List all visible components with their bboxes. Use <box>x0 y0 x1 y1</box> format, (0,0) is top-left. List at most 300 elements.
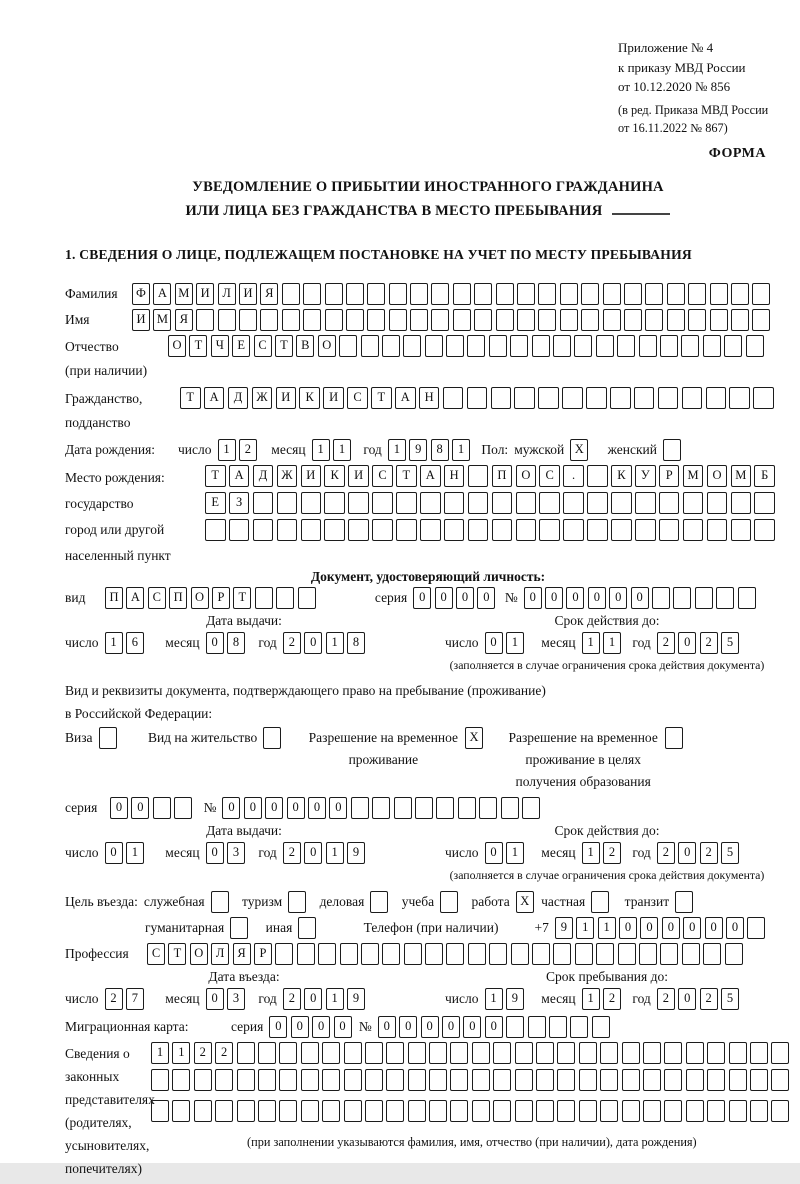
cell[interactable]: 6 <box>126 632 144 654</box>
cell[interactable] <box>592 1016 610 1038</box>
cell[interactable]: 0 <box>304 988 322 1010</box>
cell[interactable]: 2 <box>105 988 123 1010</box>
cell[interactable] <box>643 1100 661 1122</box>
cell[interactable] <box>446 335 464 357</box>
cell[interactable] <box>453 309 471 331</box>
cell[interactable] <box>579 1100 597 1122</box>
cell[interactable] <box>493 1069 511 1091</box>
cell[interactable] <box>587 465 608 487</box>
cell[interactable] <box>603 283 621 305</box>
cell[interactable]: 0 <box>105 842 123 864</box>
cell[interactable] <box>688 309 706 331</box>
cell[interactable] <box>440 891 458 913</box>
cell[interactable]: 1 <box>172 1042 190 1064</box>
cell[interactable]: 0 <box>334 1016 352 1038</box>
cell[interactable] <box>322 1069 340 1091</box>
cell[interactable] <box>710 283 728 305</box>
cell[interactable] <box>489 943 507 965</box>
cell[interactable] <box>151 1100 169 1122</box>
cell[interactable]: Т <box>168 943 186 965</box>
cell[interactable]: 2 <box>239 439 257 461</box>
cell[interactable] <box>706 387 727 409</box>
cell[interactable]: 0 <box>477 587 495 609</box>
cell[interactable] <box>279 1069 297 1091</box>
cell[interactable]: 9 <box>347 842 365 864</box>
cell[interactable] <box>450 1100 468 1122</box>
cell[interactable]: О <box>168 335 186 357</box>
cell[interactable] <box>351 797 369 819</box>
cell[interactable]: 2 <box>283 842 301 864</box>
cell[interactable] <box>731 309 749 331</box>
cell[interactable]: 1 <box>333 439 351 461</box>
cell[interactable] <box>686 1069 704 1091</box>
cell[interactable] <box>367 283 385 305</box>
cell[interactable] <box>365 1069 383 1091</box>
cell[interactable] <box>695 587 713 609</box>
cell[interactable] <box>683 519 704 541</box>
cell[interactable] <box>303 309 321 331</box>
cell[interactable]: 0 <box>308 797 326 819</box>
cell[interactable] <box>468 943 486 965</box>
cell[interactable] <box>557 1042 575 1064</box>
cell[interactable] <box>396 519 417 541</box>
cell[interactable]: 0 <box>678 842 696 864</box>
cell[interactable] <box>652 587 670 609</box>
cell[interactable]: 0 <box>206 988 224 1010</box>
cell[interactable]: X <box>465 727 483 749</box>
cell[interactable]: 9 <box>506 988 524 1010</box>
cell[interactable]: Ж <box>277 465 298 487</box>
cell[interactable] <box>506 1016 524 1038</box>
cell[interactable]: 2 <box>283 632 301 654</box>
cell[interactable] <box>365 1100 383 1122</box>
cell[interactable] <box>346 283 364 305</box>
cell[interactable] <box>340 943 358 965</box>
cell[interactable]: 2 <box>603 988 621 1010</box>
cell[interactable]: Л <box>211 943 229 965</box>
cell[interactable]: 2 <box>700 632 718 654</box>
cell[interactable]: А <box>204 387 225 409</box>
cell[interactable] <box>282 309 300 331</box>
cell[interactable]: Я <box>260 283 278 305</box>
cell[interactable]: З <box>229 492 250 514</box>
cell[interactable] <box>450 1042 468 1064</box>
cell[interactable]: 2 <box>657 988 675 1010</box>
cell[interactable] <box>754 519 775 541</box>
cell[interactable]: 0 <box>244 797 262 819</box>
cell[interactable]: 1 <box>126 842 144 864</box>
cell[interactable] <box>468 519 489 541</box>
cell[interactable] <box>325 309 343 331</box>
cell[interactable] <box>382 943 400 965</box>
cell[interactable] <box>663 439 681 461</box>
cell[interactable] <box>472 1042 490 1064</box>
cell[interactable] <box>729 1100 747 1122</box>
cell[interactable] <box>279 1042 297 1064</box>
cell[interactable]: П <box>492 465 513 487</box>
cell[interactable] <box>624 309 642 331</box>
cell[interactable] <box>429 1042 447 1064</box>
cell[interactable]: Т <box>396 465 417 487</box>
cell[interactable]: 0 <box>640 917 658 939</box>
cell[interactable]: 2 <box>657 632 675 654</box>
cell[interactable] <box>348 492 369 514</box>
cell[interactable] <box>557 1100 575 1122</box>
cell[interactable]: К <box>611 465 632 487</box>
cell[interactable] <box>688 283 706 305</box>
cell[interactable]: Р <box>659 465 680 487</box>
cell[interactable]: 1 <box>312 439 330 461</box>
cell[interactable] <box>516 519 537 541</box>
cell[interactable] <box>420 519 441 541</box>
cell[interactable] <box>493 1100 511 1122</box>
cell[interactable]: 1 <box>326 988 344 1010</box>
cell[interactable] <box>322 1100 340 1122</box>
cell[interactable] <box>263 727 281 749</box>
cell[interactable] <box>174 797 192 819</box>
cell[interactable]: 0 <box>287 797 305 819</box>
cell[interactable]: 9 <box>347 988 365 1010</box>
cell[interactable]: 0 <box>485 842 503 864</box>
cell[interactable] <box>539 519 560 541</box>
cell[interactable]: 0 <box>265 797 283 819</box>
cell[interactable] <box>444 519 465 541</box>
cell[interactable] <box>297 943 315 965</box>
cell[interactable] <box>618 943 636 965</box>
cell[interactable] <box>344 1069 362 1091</box>
cell[interactable]: 0 <box>456 587 474 609</box>
cell[interactable] <box>215 1069 233 1091</box>
cell[interactable] <box>771 1069 789 1091</box>
cell[interactable]: Е <box>232 335 250 357</box>
cell[interactable] <box>600 1100 618 1122</box>
cell[interactable] <box>301 1042 319 1064</box>
cell[interactable] <box>538 283 556 305</box>
cell[interactable] <box>539 492 560 514</box>
cell[interactable]: 2 <box>194 1042 212 1064</box>
cell[interactable]: М <box>731 465 752 487</box>
cell[interactable]: Я <box>175 309 193 331</box>
cell[interactable]: Т <box>189 335 207 357</box>
cell[interactable] <box>528 1016 546 1038</box>
cell[interactable] <box>750 1069 768 1091</box>
cell[interactable] <box>579 1069 597 1091</box>
cell[interactable] <box>275 943 293 965</box>
cell[interactable] <box>339 335 357 357</box>
cell[interactable]: 0 <box>609 587 627 609</box>
cell[interactable] <box>408 1100 426 1122</box>
cell[interactable] <box>382 335 400 357</box>
cell[interactable] <box>562 387 583 409</box>
cell[interactable] <box>563 519 584 541</box>
cell[interactable] <box>492 492 513 514</box>
cell[interactable] <box>303 283 321 305</box>
cell[interactable] <box>611 519 632 541</box>
cell[interactable] <box>750 1100 768 1122</box>
cell[interactable] <box>553 943 571 965</box>
cell[interactable] <box>301 1100 319 1122</box>
cell[interactable] <box>686 1042 704 1064</box>
cell[interactable] <box>365 1042 383 1064</box>
cell[interactable] <box>703 335 721 357</box>
cell[interactable] <box>600 1042 618 1064</box>
cell[interactable]: 2 <box>283 988 301 1010</box>
cell[interactable]: 1 <box>105 632 123 654</box>
cell[interactable]: С <box>254 335 272 357</box>
cell[interactable] <box>493 1042 511 1064</box>
cell[interactable]: В <box>296 335 314 357</box>
cell[interactable] <box>239 309 257 331</box>
cell[interactable] <box>532 943 550 965</box>
cell[interactable] <box>386 1042 404 1064</box>
cell[interactable] <box>324 492 345 514</box>
cell[interactable]: 0 <box>131 797 149 819</box>
cell[interactable] <box>277 519 298 541</box>
cell[interactable] <box>659 519 680 541</box>
cell[interactable] <box>639 943 657 965</box>
cell[interactable] <box>361 943 379 965</box>
cell[interactable] <box>635 519 656 541</box>
cell[interactable] <box>553 335 571 357</box>
cell[interactable] <box>683 492 704 514</box>
cell[interactable] <box>517 309 535 331</box>
cell[interactable] <box>639 335 657 357</box>
cell[interactable] <box>425 943 443 965</box>
cell[interactable]: 0 <box>421 1016 439 1038</box>
cell[interactable] <box>586 387 607 409</box>
cell[interactable] <box>389 309 407 331</box>
cell[interactable] <box>298 917 316 939</box>
cell[interactable]: Ж <box>252 387 273 409</box>
cell[interactable]: 2 <box>657 842 675 864</box>
cell[interactable] <box>279 1100 297 1122</box>
cell[interactable] <box>682 943 700 965</box>
cell[interactable] <box>396 492 417 514</box>
cell[interactable] <box>752 283 770 305</box>
cell[interactable] <box>215 1100 233 1122</box>
cell[interactable] <box>610 387 631 409</box>
cell[interactable] <box>237 1042 255 1064</box>
cell[interactable] <box>386 1100 404 1122</box>
cell[interactable] <box>474 283 492 305</box>
cell[interactable] <box>753 387 774 409</box>
cell[interactable]: И <box>348 465 369 487</box>
cell[interactable]: 0 <box>378 1016 396 1038</box>
cell[interactable] <box>686 1100 704 1122</box>
cell[interactable]: К <box>324 465 345 487</box>
cell[interactable] <box>600 1069 618 1091</box>
cell[interactable] <box>468 492 489 514</box>
cell[interactable]: 5 <box>721 632 739 654</box>
cell[interactable] <box>410 283 428 305</box>
cell[interactable] <box>431 309 449 331</box>
cell[interactable] <box>489 335 507 357</box>
cell[interactable]: 5 <box>721 988 739 1010</box>
cell[interactable] <box>429 1100 447 1122</box>
cell[interactable] <box>738 587 756 609</box>
cell[interactable]: А <box>126 587 144 609</box>
cell[interactable]: 9 <box>409 439 427 461</box>
cell[interactable] <box>707 492 728 514</box>
cell[interactable]: М <box>153 309 171 331</box>
cell[interactable]: 0 <box>524 587 542 609</box>
cell[interactable]: П <box>105 587 123 609</box>
cell[interactable] <box>752 309 770 331</box>
cell[interactable]: А <box>395 387 416 409</box>
cell[interactable]: С <box>539 465 560 487</box>
cell[interactable] <box>707 1042 725 1064</box>
cell[interactable]: И <box>196 283 214 305</box>
cell[interactable]: 1 <box>388 439 406 461</box>
cell[interactable] <box>622 1069 640 1091</box>
cell[interactable]: 8 <box>431 439 449 461</box>
cell[interactable] <box>587 492 608 514</box>
cell[interactable] <box>645 283 663 305</box>
cell[interactable] <box>660 943 678 965</box>
cell[interactable] <box>729 387 750 409</box>
cell[interactable] <box>367 309 385 331</box>
cell[interactable] <box>324 519 345 541</box>
cell[interactable]: 1 <box>582 842 600 864</box>
cell[interactable]: 7 <box>126 988 144 1010</box>
cell[interactable]: 0 <box>619 917 637 939</box>
cell[interactable] <box>624 283 642 305</box>
cell[interactable] <box>372 492 393 514</box>
cell[interactable] <box>361 335 379 357</box>
cell[interactable]: 0 <box>435 587 453 609</box>
cell[interactable]: 0 <box>485 632 503 654</box>
cell[interactable]: 0 <box>726 917 744 939</box>
cell[interactable]: И <box>132 309 150 331</box>
cell[interactable] <box>372 797 390 819</box>
cell[interactable] <box>750 1042 768 1064</box>
cell[interactable]: 0 <box>678 632 696 654</box>
cell[interactable] <box>237 1069 255 1091</box>
cell[interactable]: С <box>372 465 393 487</box>
cell[interactable] <box>532 335 550 357</box>
cell[interactable] <box>664 1069 682 1091</box>
cell[interactable] <box>664 1042 682 1064</box>
cell[interactable]: Н <box>444 465 465 487</box>
cell[interactable]: 1 <box>582 632 600 654</box>
cell[interactable] <box>596 335 614 357</box>
cell[interactable] <box>444 492 465 514</box>
cell[interactable] <box>611 492 632 514</box>
cell[interactable]: О <box>707 465 728 487</box>
cell[interactable] <box>436 797 454 819</box>
cell[interactable] <box>370 891 388 913</box>
cell[interactable]: С <box>148 587 166 609</box>
cell[interactable] <box>496 309 514 331</box>
cell[interactable]: 0 <box>312 1016 330 1038</box>
cell[interactable]: Ф <box>132 283 150 305</box>
cell[interactable]: О <box>516 465 537 487</box>
cell[interactable] <box>325 283 343 305</box>
cell[interactable] <box>151 1069 169 1091</box>
cell[interactable]: С <box>147 943 165 965</box>
cell[interactable]: 0 <box>413 587 431 609</box>
cell[interactable] <box>707 519 728 541</box>
cell[interactable] <box>522 797 540 819</box>
cell[interactable]: Б <box>754 465 775 487</box>
cell[interactable] <box>458 797 476 819</box>
cell[interactable] <box>622 1042 640 1064</box>
cell[interactable] <box>603 309 621 331</box>
cell[interactable] <box>282 283 300 305</box>
cell[interactable] <box>707 1100 725 1122</box>
cell[interactable]: Р <box>212 587 230 609</box>
cell[interactable]: С <box>347 387 368 409</box>
cell[interactable] <box>443 387 464 409</box>
cell[interactable]: А <box>420 465 441 487</box>
cell[interactable] <box>491 387 512 409</box>
cell[interactable] <box>574 335 592 357</box>
cell[interactable] <box>301 492 322 514</box>
cell[interactable]: 1 <box>598 917 616 939</box>
cell[interactable] <box>237 1100 255 1122</box>
cell[interactable] <box>403 335 421 357</box>
cell[interactable] <box>747 917 765 939</box>
cell[interactable] <box>301 1069 319 1091</box>
cell[interactable]: Т <box>371 387 392 409</box>
cell[interactable]: Д <box>228 387 249 409</box>
cell[interactable] <box>346 309 364 331</box>
cell[interactable]: О <box>318 335 336 357</box>
cell[interactable]: Л <box>218 283 236 305</box>
cell[interactable]: 1 <box>603 632 621 654</box>
cell[interactable]: А <box>153 283 171 305</box>
cell[interactable]: 5 <box>721 842 739 864</box>
cell[interactable]: И <box>276 387 297 409</box>
cell[interactable] <box>515 1042 533 1064</box>
cell[interactable] <box>288 891 306 913</box>
cell[interactable] <box>665 727 683 749</box>
cell[interactable] <box>549 1016 567 1038</box>
cell[interactable] <box>301 519 322 541</box>
cell[interactable] <box>575 943 593 965</box>
cell[interactable] <box>196 309 214 331</box>
cell[interactable] <box>348 519 369 541</box>
cell[interactable] <box>479 797 497 819</box>
cell[interactable] <box>634 387 655 409</box>
cell[interactable] <box>673 587 691 609</box>
cell[interactable]: Т <box>180 387 201 409</box>
cell[interactable]: 2 <box>215 1042 233 1064</box>
cell[interactable]: 0 <box>485 1016 503 1038</box>
cell[interactable] <box>194 1069 212 1091</box>
cell[interactable]: 8 <box>227 632 245 654</box>
cell[interactable] <box>622 1100 640 1122</box>
cell[interactable] <box>643 1042 661 1064</box>
cell[interactable] <box>560 309 578 331</box>
cell[interactable] <box>229 519 250 541</box>
cell[interactable] <box>404 943 422 965</box>
cell[interactable] <box>635 492 656 514</box>
cell[interactable]: 1 <box>506 842 524 864</box>
cell[interactable]: X <box>516 891 534 913</box>
cell[interactable]: А <box>229 465 250 487</box>
cell[interactable] <box>205 519 226 541</box>
cell[interactable]: И <box>239 283 257 305</box>
cell[interactable] <box>322 1042 340 1064</box>
cell[interactable]: 0 <box>206 632 224 654</box>
cell[interactable] <box>255 587 273 609</box>
cell[interactable] <box>581 283 599 305</box>
cell[interactable]: 8 <box>347 632 365 654</box>
cell[interactable] <box>658 387 679 409</box>
cell[interactable] <box>260 309 278 331</box>
cell[interactable] <box>450 1069 468 1091</box>
